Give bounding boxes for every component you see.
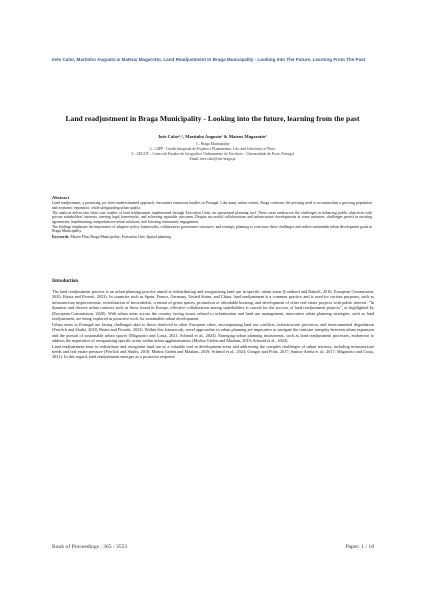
keywords-label: Keywords: [52,234,70,239]
affiliations [60,142,365,162]
abstract-section [52,195,372,239]
paper-title: Land readjustment in Braga Municipality - Looking into the future, learning from the past [65,114,360,123]
introduction-paragraph: The land readjustment process is an urban planning practice aimed at redistributing and reorganising land use in specific urban areas (Lombard and Rakodi, 2016; European Commission, 2020; Briata and Fioretti, 2023). In countries such as Spain, France, Germany, United States, and China, land readjustment is a common practice and is used for various purposes, such as infrastructure improvements, revitalisation of brownfields, creation of green spaces, promotion of affordable housing, and development of other real estate projects with public interest. "In dynamic and diverse urban contexts such as those found in Europe, effective collaboration among stakeholders is crucial for the success of land readjustment projects", as highlighted by (European Commission, 2020). With urban areas across the country facing issues related to urbanisation and land use management, innovative urban planning strategies, such as land readjustment, are being explored as proactive tools for sustainable urban development. [52,289,374,322]
introduction-paragraph: Urban areas in Portugal are facing challenges akin to those observed in other European cities, encompassing land use conflicts, infrastructure provision, and environmental degradation (Frerlich and Shultz, 2018; Briata and Fioretti, 2023). Within this framework, novel approaches in urban planning are imperative to navigate the intricate interplay between urban expansion and the pursuit of sustainable urban spaces (Magarotto and Costa, 2021; Schmid et al., 2024). Emerging urban planning instruments, such as land readjustment processes, endeavour to address the imperative of reorganising specific areas within urban agglomerations (Muñoz Gielen and Maalam, 2019; Schmid et al., 2024). [52,321,374,344]
abstract-paragraph: Land readjustment, a promising yet often underestimated approach, encounters numerous hurdles in Portugal. Like many urban centres, Braga confronts the pressing need to accommodate a growing population and economic expansion, while safeguarding urban quality. [52,201,372,210]
contact-email: Email: ines.calor@cm-braga.pt [189,157,236,162]
title-block [60,113,365,162]
author-list: Inês Calor¹,², Martinho Augusto¹ & Mateus Magarotto³ [158,134,267,139]
abstract-paragraph: The analysis delves into three case studies of land readjustment implemented through Execution Units, an operational planning tool. These cases underscore the challenges in balancing public objectives with private stakeholders' interests, steering legal frameworks, and achieving equitable outcomes. Despite successful collaborations and infrastructure developments in some instances, challenges persist in securing agreements, implementing comprehensive urban solutions, and fostering community engagement. [52,210,372,224]
introduction-section [52,279,374,360]
introduction-heading: Introduction [52,279,79,284]
affiliation-3: 3 – CEGOT – Centro de Estudos de Geografia e Ordenamento do Território – Universidade do Porto, Portugal [131,152,294,157]
affiliation-2: 2 – GIPP - Gestão Integrada de Projetos e Planeamento, Lda. and University of Porto [149,147,276,152]
page-footer [52,544,374,551]
keywords-list: Master Plan; Braga Municipality; Execution Unit; Spatial planning [70,234,171,239]
introduction-paragraph: Land readjustment aims to redistribute and reorganise land use as a valuable tool in development areas and addressing the complex challenges of urban territory, including infrastructure needs and real estate pressure (Frerlich and Shultz, 2018; Muñoz Gielen and Maalam, 2019; Schmid et al., 2024; Güngör and Polat, 2017; Santos-Arteta et al., 2017; Magarotto and Costa, 2021). In this regard, land readjustment emerges as a proactive response [52,343,374,360]
abstract-paragraph: The findings emphasise the importance of adaptive policy frameworks, collaborative governance structures, and strategic planning to overcome these challenges and realise sustainable urban development goals in Braga Municipality. [52,224,372,234]
paper-page-number: Paper: 1 / 18 [345,544,374,550]
affiliation-1: 1 – Braga Municipality [195,142,230,146]
proceedings-page-number: Book of Proceedings : 365 / 3553 [52,544,128,550]
running-header: Inês Calor, Martinho Augusto & Mateus Magarotto, Land Readjustment In Braga Municipality - Looking Into The Future, Learning From The Past [52,57,366,62]
abstract-heading: Abstract [52,195,70,200]
keywords-line [52,235,372,240]
